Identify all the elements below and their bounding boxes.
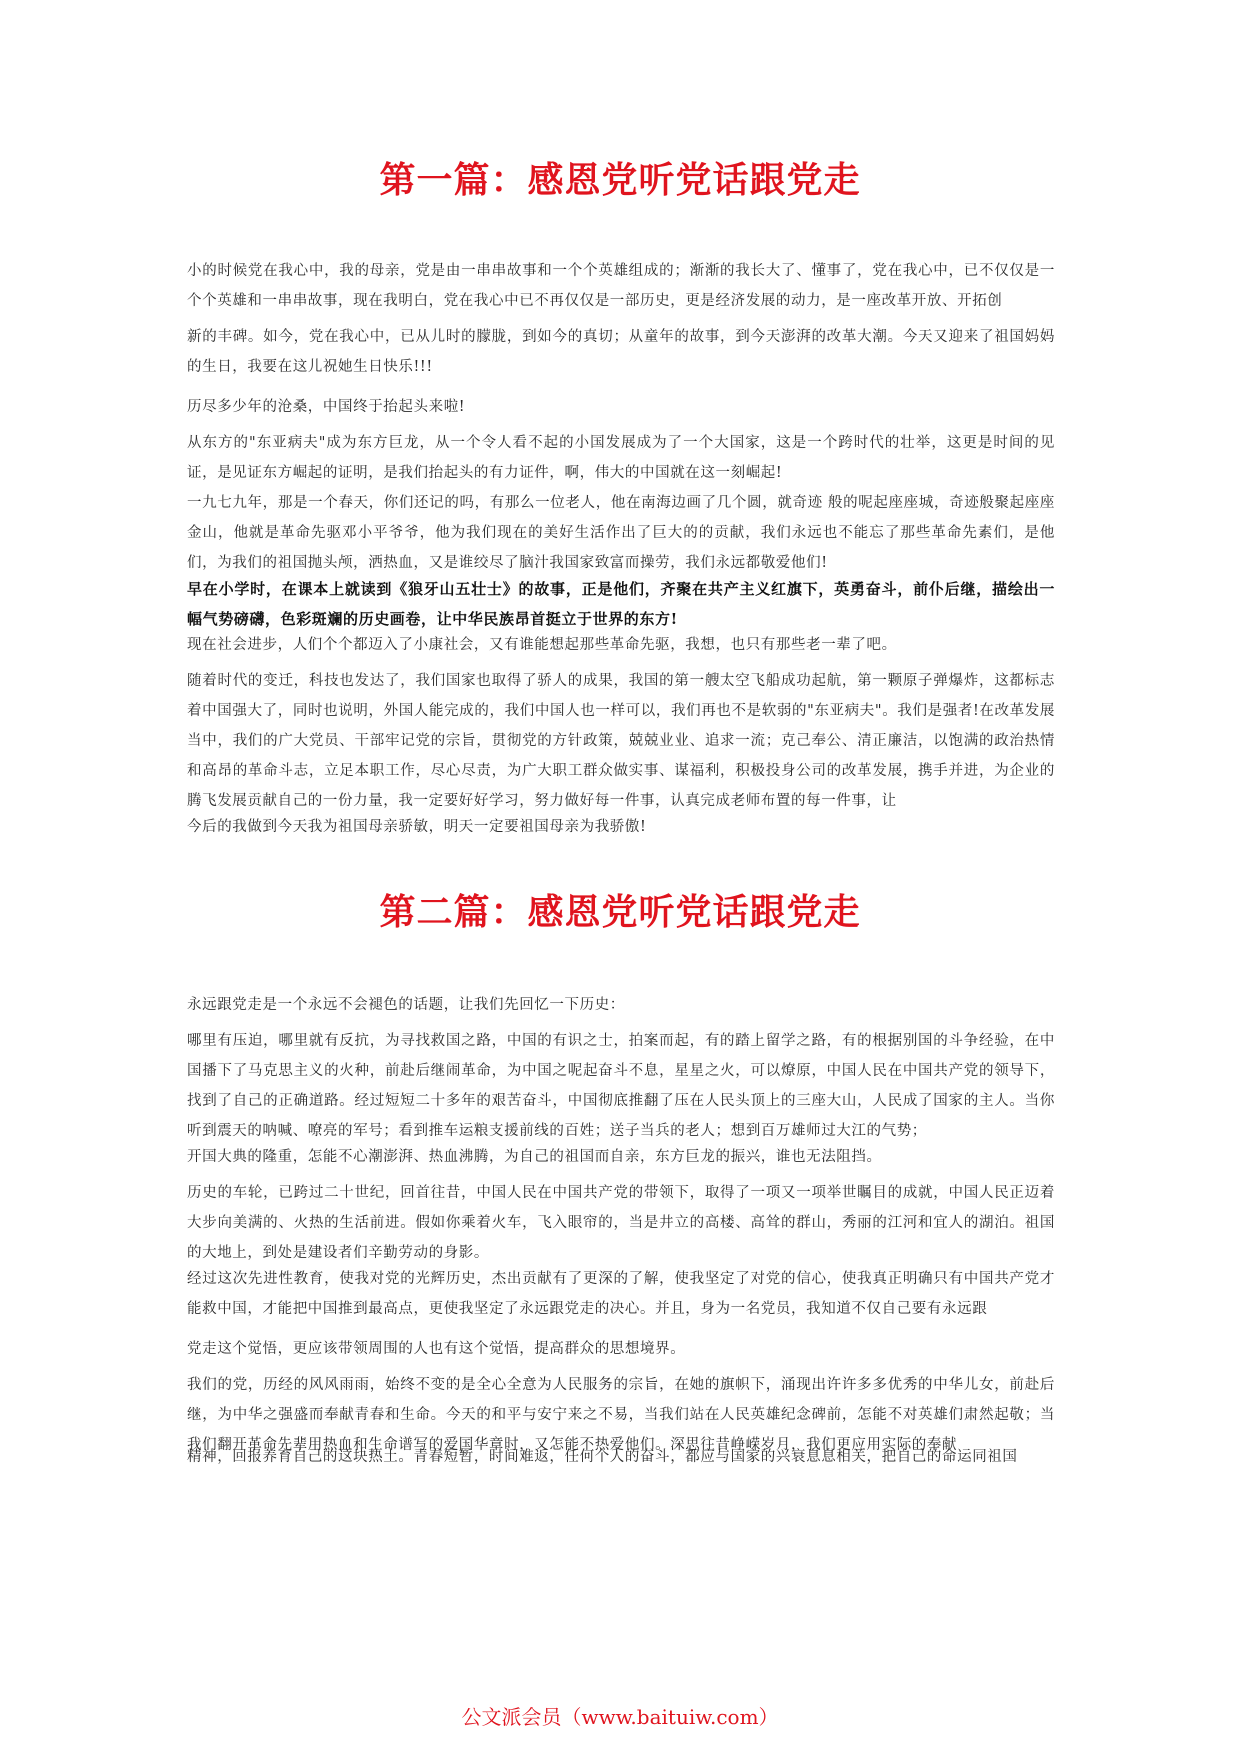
s1-paragraph-2: 新的丰碑。如今，党在我心中，已从儿时的朦胧，到如今的真切；从童年的故事，到今天澎湃的改革大潮。今天又迎来了祖国妈妈的生日，我要在这儿祝她生日快乐!!! bbox=[187, 329, 1055, 375]
s2-paragraph-5: 经过这次先进性教育，使我对党的光辉历史，杰出贡献有了更深的了解，使我坚定了对党的信心，使我真正明确只有中国共产党才能救中国，才能把中国推到最高点，更使我坚定了永远跟党走的决心。并且，身为一名党员，我知道不仅自己要有永远跟 bbox=[187, 1271, 1055, 1317]
s2-paragraph-3: 开国大典的隆重，怎能不心潮澎湃、热血沸腾，为自己的祖国而自亲，东方巨龙的振兴，谁也无法阻挡。 bbox=[187, 1149, 882, 1165]
s1-paragraph-1: 小的时候党在我心中，我的母亲，党是由一串串故事和一个个英雄组成的；渐渐的我长大了、懂事了，党在我心中，已不仅仅是一个个英雄和一串串故事，现在我明白，党在我心中已不再仅仅是一部历史，更是经济发展的动力，是一座改革开放、开拓创 bbox=[187, 263, 1055, 309]
s2-paragraph-1: 永远跟党走是一个永远不会褪色的话题，让我们先回忆一下历史： bbox=[187, 997, 625, 1013]
footer-watermark: 公文派会员（www.baituiw.com） bbox=[461, 1705, 779, 1729]
s1-paragraph-4: 从东方的"东亚病夫"成为东方巨龙，从一个令人看不起的小国发展成为了一个大国家，这是一个跨时代的壮举，这更是时间的见证，是见证东方崛起的证明，是我们抬起头的有力证件，啊，伟大的中国就在这一刻崛起! bbox=[187, 435, 1055, 481]
s1-paragraph-3: 历尽多少年的沧桑，中国终于抬起头来啦! bbox=[187, 399, 466, 415]
s1-paragraph-7: 现在社会进步，人们个个都迈入了小康社会，又有谁能想起那些革命先驱，我想，也只有那些老一辈了吧。 bbox=[187, 637, 897, 653]
s2-paragraph-4: 历史的车轮，已跨过二十世纪，回首往昔，中国人民在中国共产党的带领下，取得了一项又一项举世瞩目的成就，中国人民正迈着大步向美满的、火热的生活前进。假如你乘着火车，飞入眼帘的，当是井立的高楼、高耸的群山，秀丽的江河和宜人的湖泊。祖国的大地上，到处是建设者们辛勤劳动的身影。 bbox=[187, 1185, 1055, 1261]
s2-paragraph-6: 党走这个觉悟，更应该带领周围的人也有这个觉悟，提高群众的思想境界。 bbox=[187, 1341, 686, 1357]
s1-paragraph-9: 今后的我做到今天我为祖国母亲骄敏，明天一定要祖国母亲为我骄傲! bbox=[187, 819, 647, 835]
s2-paragraph-2: 哪里有压迫，哪里就有反抗，为寻找救国之路，中国的有识之士，拍案而起，有的踏上留学之路，有的根据别国的斗争经验，在中国播下了马克思主义的火种，前赴后继闹革命，为中国之呢起奋斗不息，星星之火，可以燎原，中国人民在中国共产党的领导下，找到了自己的正确道路。经过短短二十多年的艰苦奋斗，中国彻底推翻了压在人民头顶上的三座大山，人民成了国家的主人。当你听到震天的呐喊、嘹亮的军号；看到推车运粮支援前线的百姓；送子当兵的老人；想到百万雄师过大江的气势； bbox=[187, 1033, 1055, 1139]
s2-paragraph-8: 精神，回报养育自己的这块热土。青春短暂，时间难返，任何个人的奋斗，都应与国家的兴衰息息相关，把自己的命运同祖国 bbox=[187, 1449, 1018, 1465]
s2-paragraph-7: 我们的党，历经的风风雨雨，始终不变的是全心全意为人民服务的宗旨，在她的旗帜下，涌现出许许多多优秀的中华儿女，前赴后继，为中华之强盛而奉献青春和生命。今天的和平与安宁来之不易，当我们站在人民英雄纪念碑前，怎能不对英雄们肃然起敬；当我们翻开革命先辈用热血和生命谱写的爱国华章时，又怎能不热爱他们。深思往昔峥嵘岁月，我们更应用实际的奉献 bbox=[187, 1377, 1055, 1453]
s1-paragraph-6: 早在小学时，在课本上就读到《狼牙山五壮士》的故事，正是他们，齐聚在共产主义红旗下，英勇奋斗，前仆后继，描绘出一幅气势磅礴，色彩斑斓的历史画卷，让中华民族昂首挺立于世界的东方! bbox=[187, 580, 1055, 628]
s1-paragraph-5: 一九七九年，那是一个春天，你们还记的吗，有那么一位老人，他在南海边画了几个圆，就奇迹 般的呢起座座城，奇迹般聚起座座金山，他就是革命先驱邓小平爷爷，他为我们现在的美好生活作出了巨大的的贡献，我们永远也不能忘了那些革命先素们，是他们，为我们的祖国抛头颅，洒热血，又是谁绞尽了脑汁我国家致富而操劳，我们永远都敬爱他们! bbox=[187, 495, 1055, 571]
section1-title: 第一篇：感恩党听党话跟党走 bbox=[379, 159, 861, 201]
s1-paragraph-8: 随着时代的变迁，科技也发达了，我们国家也取得了骄人的成果，我国的第一艘太空飞船成功起航，第一颗原子弹爆炸，这都标志着中国强大了，同时也说明，外国人能完成的，我们中国人也一样可以，我们再也不是软弱的"东亚病夫"。我们是强者!在改革发展当中，我们的广大党员、干部牢记党的宗旨，贯彻党的方针政策，兢兢业业、追求一流；克己奉公、清正廉洁，以饱满的政治热情和高昂的革命斗志，立足本职工作，尽心尽责，为广大职工群众做实事、谋福利，积极投身公司的改革发展，携手并进，为企业的腾飞发展贡献自己的一份力量，我一定要好好学习，努力做好每一件事，认真完成老师布置的每一件事，让 bbox=[187, 673, 1055, 809]
section2-title: 第二篇：感恩党听党话跟党走 bbox=[379, 891, 861, 933]
